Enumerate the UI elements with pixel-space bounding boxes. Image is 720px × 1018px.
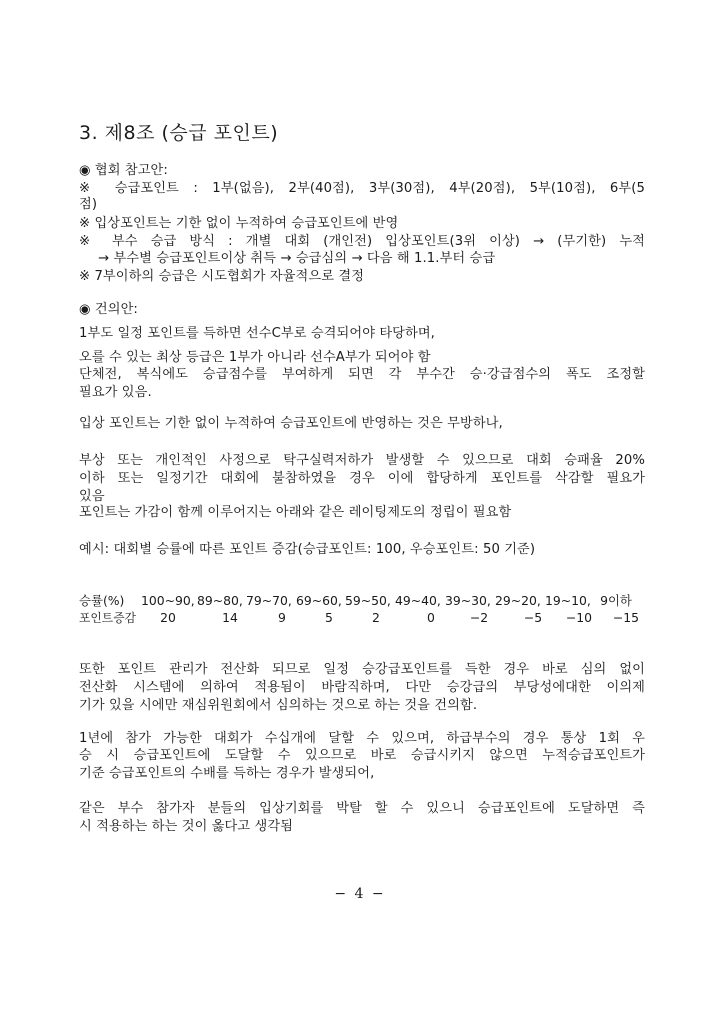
points-value: 9 <box>278 610 286 625</box>
points-value: 14 <box>222 610 238 625</box>
points-value: 20 <box>160 610 176 625</box>
win-rate-range: 89~80, <box>197 593 243 608</box>
closing-line: 전산화 시스템에 의하여 적용됨이 바람직하며, 다만 승강급의 부당성에대한 이의제 <box>79 680 645 695</box>
closing-line: 기가 있을 시에만 재심위원회에서 심의하는 것으로 하는 것을 건의함. <box>79 698 478 713</box>
opinion-line: 필요가 있음. <box>79 385 152 400</box>
points-label: 포인트증감 <box>79 611 136 625</box>
closing-line: 시 적용하는 하는 것이 옳다고 생각됨 <box>79 819 294 834</box>
proposal-title: ◉ 협회 참고안: <box>79 163 168 178</box>
opinion-line: 포인트는 가감이 함께 이루어지는 아래와 같은 레이팅제도의 정립이 필요함 <box>79 505 512 520</box>
opinion-line: 오를 수 있는 최상 등급은 1부가 아니라 선수A부가 되어야 함 <box>79 350 431 365</box>
opinion-line: 이하 또는 일정기간 대회에 불참하였을 경우 이에 합당하게 포인트를 삭감할 필요가 <box>79 471 645 486</box>
win-rate-row <box>79 593 632 609</box>
points-row <box>79 610 640 626</box>
closing-line: 같은 부수 참가자 분들의 입상기회를 박탈 할 수 있으니 승급포인트에 도달하면 즉 <box>79 801 645 816</box>
points-value: 5 <box>325 610 333 625</box>
proposal-line: 점) <box>79 197 98 212</box>
win-rate-range: 39~30, <box>445 593 491 608</box>
proposal-line: → 부수별 승급포인트이상 취득 → 승급심의 → 다음 해 1.1.부터 승급 <box>98 251 496 266</box>
section-heading: 3. 제8조 (승급 포인트) <box>79 122 279 144</box>
win-rate-label: 승률(%) <box>79 593 125 608</box>
win-rate-range: 49~40, <box>395 593 441 608</box>
closing-line: 기준 승급포인트의 수배를 득하는 경우가 발생되어, <box>79 766 375 781</box>
proposal-line: ※ 7부이하의 승급은 시도협회가 자율적으로 결정 <box>79 269 365 284</box>
win-rate-range: 69~60, <box>296 593 342 608</box>
closing-line: 또한 포인트 관리가 전산화 되므로 일정 승강급포인트를 득한 경우 바로 심의 없이 <box>79 662 645 677</box>
proposal-line: ※ 부수 승급 방식 : 개별 대회 (개인전) 입상포인트(3위 이상) → (무기한) 누적 <box>79 234 645 249</box>
proposal-line: ※ 승급포인트 : 1부(없음), 2부(40점), 3부(30점), 4부(20점), 5부(10점), 6부(5 <box>79 181 645 196</box>
points-value: −10 <box>565 610 593 625</box>
points-value: 0 <box>427 610 435 625</box>
win-rate-range: 100~90, <box>141 593 195 608</box>
closing-line: 승 시 승급포인트에 도달할 수 있으므로 바로 승급시키지 않으면 누적승급포인트가 <box>79 748 645 763</box>
opinion-line: 1부도 일정 포인트를 득하면 선수C부로 승격되어야 타당하며, <box>79 326 435 341</box>
opinion-line: 입상 포인트는 기한 없이 누적하여 승급포인트에 반영하는 것은 무방하나, <box>79 416 503 431</box>
points-value: 2 <box>372 610 380 625</box>
win-rate-range: 79~70, <box>246 593 292 608</box>
proposal-line: ※ 입상포인트는 기한 없이 누적하여 승급포인트에 반영 <box>79 216 399 231</box>
opinion-line: 예시: 대회별 승률에 따른 포인트 증감(승급포인트: 100, 우승포인트: 50 기준) <box>79 542 536 557</box>
closing-line: 1년에 참가 가능한 대회가 수십개에 달할 수 있으며, 하급부수의 경우 통상 1회 우 <box>79 731 645 746</box>
win-rate-range: 9이하 <box>600 593 632 608</box>
points-value: −5 <box>523 610 543 625</box>
points-value: −2 <box>469 610 489 625</box>
opinion-line: 단체전, 복식에도 승급점수를 부여하게 되면 각 부수간 승·강급점수의 폭도 조정할 <box>79 367 645 382</box>
opinion-line: 부상 또는 개인적인 사정으로 탁구실력저하가 발생할 수 있으므로 대회 승패율 20% <box>79 453 645 468</box>
win-rate-range: 59~50, <box>345 593 391 608</box>
page-number: − 4 − <box>334 886 386 902</box>
opinion-line: 있음 <box>79 489 105 504</box>
win-rate-range: 19~10, <box>545 593 591 608</box>
opinion-title: ◉ 건의안: <box>79 302 138 317</box>
win-rate-range: 29~20, <box>495 593 541 608</box>
points-value: −15 <box>612 610 640 625</box>
